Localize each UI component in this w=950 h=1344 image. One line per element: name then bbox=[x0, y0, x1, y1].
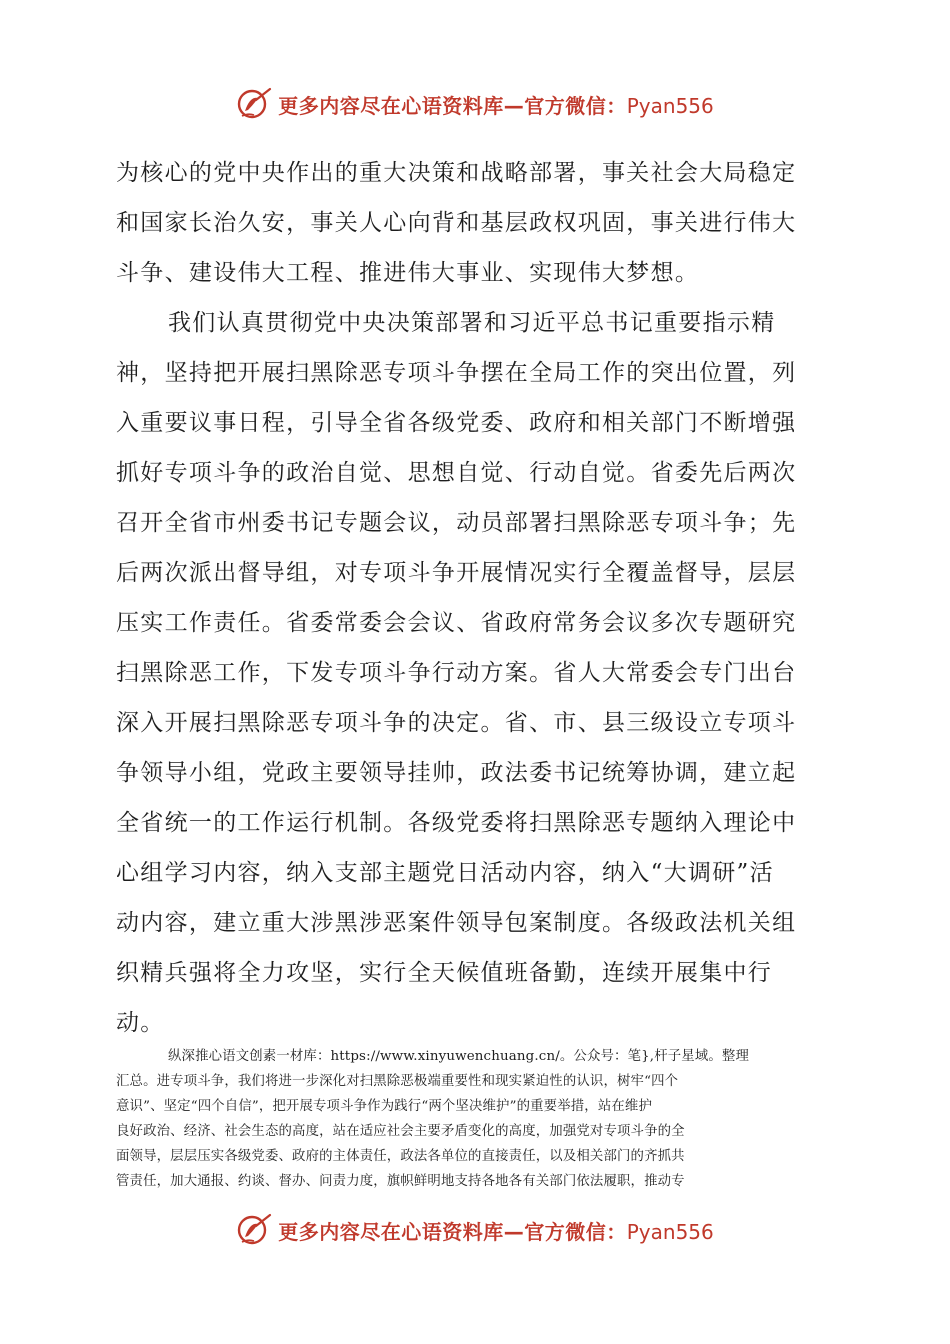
body-line: 和国家长治久安，事关人心向背和基层政权巩固，事关进行伟大 bbox=[116, 210, 797, 236]
footnote-line: 良好政治、经济、社会生态的高度，站在适应社会主要矛盾变化的高度，加强党对专项斗争的全 bbox=[116, 1124, 685, 1139]
body-line: 扫黑除恶工作，下发专项斗争行动方案。省人大常委会专门出台 bbox=[116, 660, 797, 686]
body-line: 全省统一的工作运行机制。各级党委将扫黑除恶专题纳入理论中 bbox=[116, 810, 797, 836]
body-line: 织精兵强将全力攻坚，实行全天候值班备勤，连续开展集中行 bbox=[116, 960, 773, 986]
body-line: 为核心的党中央作出的重大决策和战略部署，事关社会大局稳定 bbox=[116, 160, 797, 186]
footnote-line: 意识”、坚定“四个自信”，把开展专项斗争作为践行“两个坚决维护”的重要举措，站在维护 bbox=[116, 1099, 652, 1114]
body-line: 深入开展扫黑除恶专项斗争的决定。省、市、县三级设立专项斗 bbox=[116, 710, 797, 736]
body-line: 斗争、建设伟大工程、推进伟大事业、实现伟大梦想。 bbox=[116, 260, 700, 286]
footnote-block bbox=[116, 1044, 832, 1194]
body-line: 我们认真贯彻党中央决策部署和习近平总书记重要指示精 bbox=[168, 310, 776, 336]
footnote-line: 纵深推心语文创素一材库：https://www.xinyuwenchuang.cn/。公众号：笔},杆子星域。整理 bbox=[168, 1049, 749, 1064]
footer-watermark-banner bbox=[0, 1210, 950, 1250]
body-line: 压实工作责任。省委常委会会议、省政府常务会议多次专题研究 bbox=[116, 610, 797, 636]
header-watermark-banner bbox=[0, 84, 950, 124]
body-line: 心组学习内容，纳入支部主题党日活动内容，纳入“大调研”活 bbox=[116, 860, 774, 886]
body-line: 神，坚持把开展扫黑除恶专项斗争摆在全局工作的突出位置，列 bbox=[116, 360, 797, 386]
body-line: 动内容，建立重大涉黑涉恶案件领导包案制度。各级政法机关组 bbox=[116, 910, 797, 936]
footnote-line: 面领导，层层压实各级党委、政府的主体责任，政法各单位的直接责任，以及相关部门的齐抓共 bbox=[116, 1149, 685, 1164]
body-line: 抓好专项斗争的政治自觉、思想自觉、行动自觉。省委先后两次 bbox=[116, 460, 797, 486]
banner-text: 更多内容尽在心语资料库—官方微信：Pyan556 bbox=[278, 93, 714, 118]
pen-logo-icon bbox=[236, 1212, 272, 1248]
banner-text: 更多内容尽在心语资料库—官方微信：Pyan556 bbox=[278, 1219, 714, 1244]
footnote-line: 汇总。进专项斗争，我们将进一步深化对扫黑除恶极端重要性和现实紧迫性的认识，树牢“四个 bbox=[116, 1074, 679, 1089]
body-line: 争领导小组，党政主要领导挂帅，政法委书记统筹协调，建立起 bbox=[116, 760, 797, 786]
banner-handle: Pyan556 bbox=[626, 1219, 714, 1244]
body-line: 入重要议事日程，引导全省各级党委、政府和相关部门不断增强 bbox=[116, 410, 797, 436]
body-line: 召开全省市州委书记专题会议，动员部署扫黑除恶专项斗争；先 bbox=[116, 510, 797, 536]
footnote-line: 管责任，加大通报、约谈、督办、问责力度，旗帜鲜明地支持各地各有关部门依法履职，推动专 bbox=[116, 1174, 685, 1189]
banner-handle: Pyan556 bbox=[626, 93, 714, 118]
body-line: 动。 bbox=[116, 1010, 165, 1036]
pen-logo-icon bbox=[236, 86, 272, 122]
body-paragraphs bbox=[116, 148, 836, 1048]
body-line: 后两次派出督导组，对专项斗争开展情况实行全覆盖督导，层层 bbox=[116, 560, 797, 586]
